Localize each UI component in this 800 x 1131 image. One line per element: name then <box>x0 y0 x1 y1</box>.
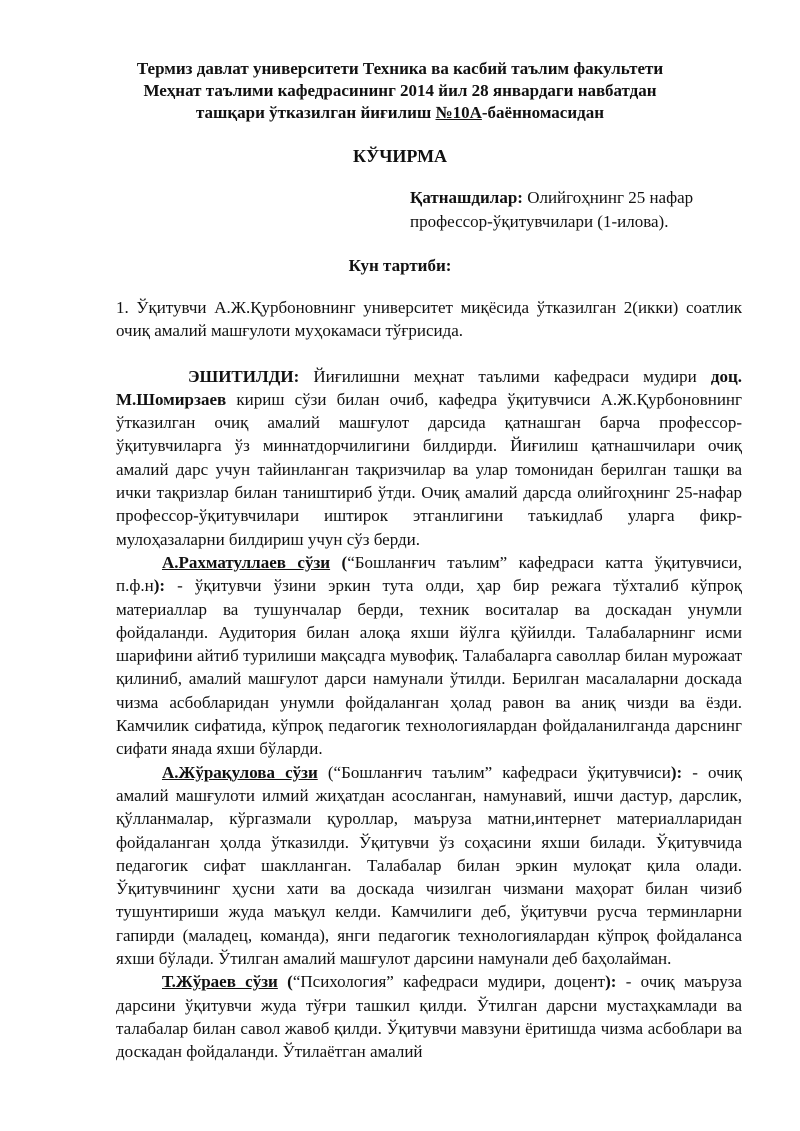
protocol-number: №10А <box>435 103 482 122</box>
header-line-3 <box>80 102 720 124</box>
speaker-name: А.Жўрақулова сўзи <box>162 762 318 782</box>
heard-paragraph <box>116 365 742 551</box>
header-line-3-post: -баённомасидан <box>481 103 605 122</box>
speaker-paragraph <box>116 551 742 761</box>
attendance-label: Қатнашдилар: <box>410 188 523 207</box>
speaker-role-open: ( <box>277 972 293 992</box>
speaker-role-open: ( <box>317 762 334 782</box>
speaker-text: - очиқ амалий машғулоти илмий жиҳатдан асосланган, намунавий, ишчи дастур, дарслик, қўлланмалар, кўргазмали қуроллар, маъруза матни,интернет материалларидан фойдаланган ҳолда ўтказилди. Ўқитувчи ўз соҳасини яхши билади. Ўқитувчида педагогик сифат шаклланган. Талабалар билан эркин мулоқат қила олади. Ўқитувчининг ҳусни хати ва доскада чизилган чизмани маҳорат билан чизиб тушунтириши жуда маъқул келди. Камчилиги деб, ўқитувчи русча терминларни гапирди (маладец, команда), янги педагогик технологиялардан кўпроқ фойдаланса яхши бўлади. Ўтилган амалий машғулот дарсини намунали деб баҳолайман. <box>116 762 742 969</box>
speaker-role-close: ): <box>153 576 178 596</box>
agenda-heading: Кун тартиби: <box>348 256 452 275</box>
speaker-paragraph <box>116 761 742 971</box>
header-line-2: Меҳнат таълими кафедрасининг 2014 йил 28 январдаги навбатдан <box>143 81 657 100</box>
document-header <box>80 58 720 124</box>
speaker-role-close: ): <box>670 762 693 782</box>
header-line-1: Термиз давлат университети Техника ва касбий таълим факультети <box>136 59 664 78</box>
attendance-block <box>410 186 740 234</box>
heard-text-2: кириш сўзи билан очиб, кафедра ўқитувчиси А.Ж.Қурбоновнинг ўтказилган очиқ амалий машғулот дарсида қатнашган барча профессор-ўқитувчиларга ўз миннатдорчилигини билдирди. Йиғилиш қатнашчилари очиқ амалий дарс учун тайинланган тақризчилар ва улар томонидан берилган ташқи ва ички тақризлар билан таништириб ўтди. Очиқ амалий дарсда олийгоҳнинг 25-нафар профессор-ўқитувчилари иштирок этганлигини таъкидлаб уларга фикр-мулоҳазаларни билдириш учун сўз берди. <box>116 389 742 549</box>
speaker-text: - очиқ маъруза дарсини ўқитувчи жуда тўғри ташкил қилди. Ўтилган дарсни мустаҳкамлади ва талабалар билан савол жавоб қилди. Ўқитувчи мавзуни ёритишда чизма асбоблари ва доскадан фойдаланди. Ўтилаётган амалий <box>116 972 742 1062</box>
heard-text-1: Йиғилишни меҳнат таълими кафедраси мудири <box>299 366 711 386</box>
speaker-text: - ўқитувчи ўзини эркин тута олди, ҳар бир режага тўхталиб кўпроқ материаллар ва тушунчалар берди, техник воситалар ва доскадан унумли фойдаланди. Аудитория билан алоқа яхши йўлга қўйилди. Талабаларнинг исми шарифини айтиб турилиши мақсадга мувофиқ. Талабаларга саволлар билан мурожаат қилиниб, амалий машғулот дарси намунали ўтилди. Берилган масалаларни доскада чизма асбобларидан унумли фойдаланган ҳолад равон ва аниқ чизди ва ёзди. Камчилик сифатида, кўпроқ педагогик технологиялардан фойдаланилганда дарснинг сифати янада яхши бўларди. <box>116 576 743 759</box>
speaker-paragraph <box>116 970 742 1063</box>
heard-person: доц. М.Шомирзаев <box>116 366 742 409</box>
speaker-name: Т.Жўраев сўзи <box>162 972 278 992</box>
speaker-name: А.Рахматуллаев сўзи <box>162 552 331 572</box>
heard-label: ЭШИТИЛДИ: <box>188 366 300 386</box>
speaker-role: “Бошланғич таълим” кафедраси ўқитувчиси <box>333 762 671 782</box>
speaker-role-close: ): <box>605 972 626 992</box>
speaker-role: “Психология” кафедраси мудири, доцент <box>292 972 606 992</box>
document-title: КЎЧИРМА <box>352 146 448 166</box>
header-line-3-pre: ташқари ўтказилган йиғилиш <box>195 103 436 122</box>
agenda-item: 1. Ўқитувчи А.Ж.Қурбоновнинг университет миқёсида ўтказилган 2(икки) соатлик очиқ амалий машғулоти муҳокамаси тўғрисида. <box>116 298 742 341</box>
speaker-role: “Бошланғич таълим” кафедраси катта ўқитувчиси, п.ф.н <box>116 552 742 596</box>
attendance-text: Олийгоҳнинг 25 нафар профессор-ўқитувчилари (1-илова). <box>410 188 694 231</box>
document-body <box>116 296 742 1064</box>
speaker-role-open: ( <box>330 552 348 572</box>
